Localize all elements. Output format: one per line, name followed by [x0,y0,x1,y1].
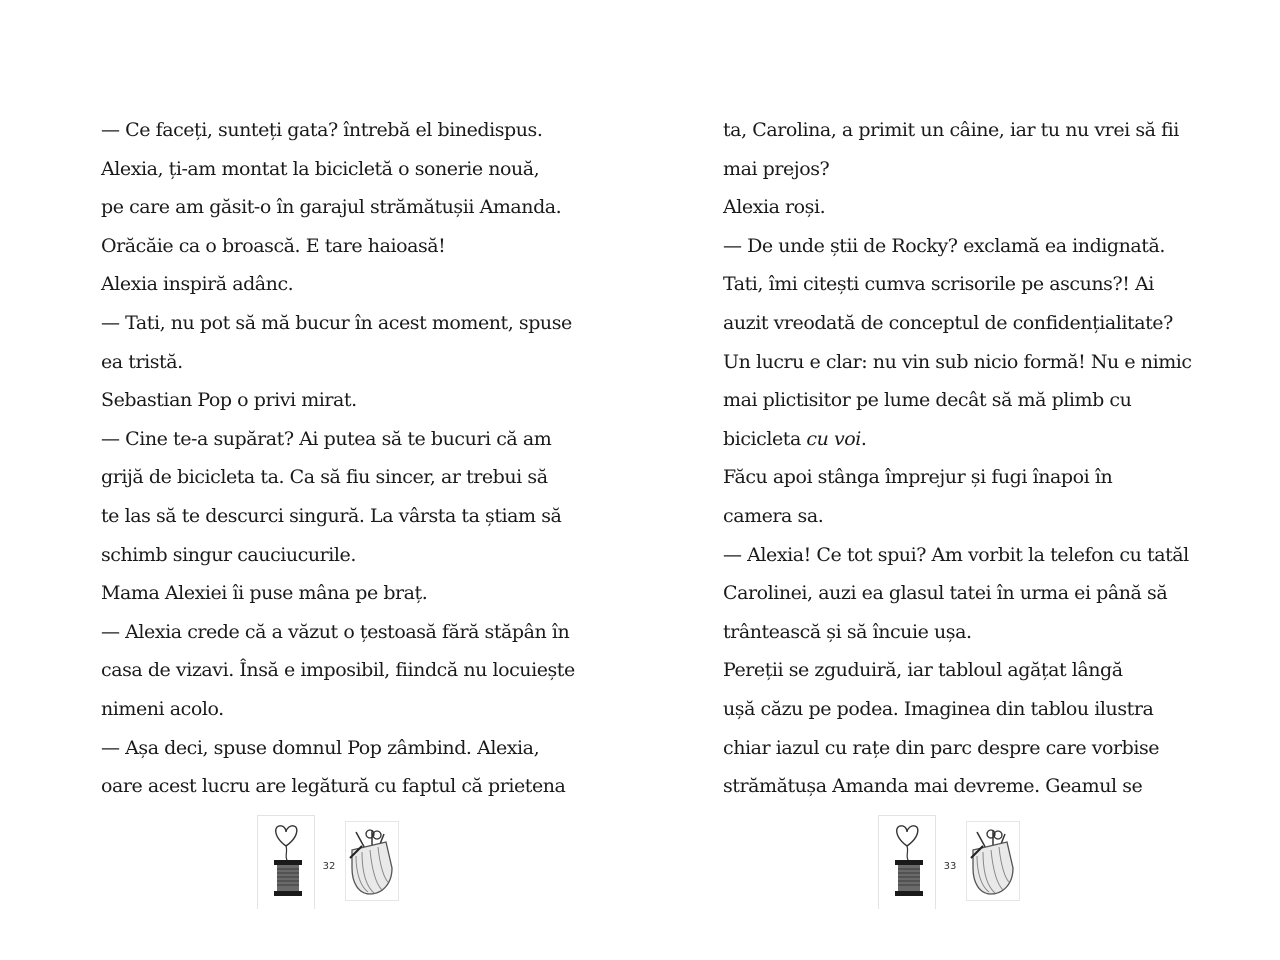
text-line: camera sa. [723,504,824,527]
text-line: mai prejos? [723,157,830,180]
sewing-basket-icon [966,821,1020,901]
text-line: Tati, îmi citești cumva scrisorile pe ascuns?! Ai [723,273,1154,296]
text-line: Mama Alexiei îi puse mâna pe braț. [101,582,428,605]
text-line: Orăcăie ca o broască. E tare haioasă! [101,234,446,257]
text-line: chiar iazul cu rațe din parc despre care vorbise [723,736,1160,759]
text-line: casa de vizavi. Însă e imposibil, fiindcă nu locuiește [101,659,575,682]
page-number: 32 [322,861,336,872]
text-line: — Alexia! Ce tot spui? Am vorbit la telefon cu tatăl [723,543,1189,566]
right-page-text [723,111,1193,806]
page-number: 33 [943,861,957,872]
text-line: mai plictisitor pe lume decât să mă plimb cu [723,389,1132,412]
left-page-text [101,111,581,806]
text-line: — De unde știi de Rocky? exclamă ea indignată. [723,234,1165,257]
text-line: auzit vreodată de conceptul de confidențialitate? [723,311,1173,334]
thread-spool-with-heart-icon [257,815,315,909]
text-line: schimb singur cauciucurile. [101,543,356,566]
text-line: — Alexia crede că a văzut o țestoasă fără stăpân în [101,620,570,643]
sewing-basket-icon [345,821,399,901]
italic-line-suffix: . [860,427,867,450]
text-line: ea tristă. [101,350,183,373]
text-line: ta, Carolina, a primit un câine, iar tu nu vrei să fii [723,119,1179,141]
text-line: oare acest lucru are legătură cu faptul că prietena [101,775,566,798]
text-line: grijă de bicicleta ta. Ca să fiu sincer, ar trebui să [101,466,548,489]
text-line: strămătușa Amanda mai devreme. Geamul se [723,775,1143,798]
text-line: Carolinei, auzi ea glasul tatei în urma ei până să [723,582,1168,605]
text-line: Alexia roși. [723,196,826,219]
text-line: pe care am găsit-o în garajul strămătușii Amanda. [101,196,562,219]
text-line: trântească și să încuie ușa. [723,620,972,643]
text-line: — Tati, nu pot să mă bucur în acest moment, spuse [101,311,572,334]
italic-line-prefix: bicicleta [723,427,807,450]
text-line: — Cine te-a supărat? Ai putea să te bucuri că am [101,427,552,450]
text-line: Făcu apoi stânga împrejur și fugi înapoi în [723,466,1113,489]
text-line: Sebastian Pop o privi mirat. [101,389,357,412]
text-line: Alexia inspiră adânc. [101,273,294,296]
thread-spool-with-heart-icon [878,815,936,909]
text-line: nimeni acolo. [101,697,224,720]
text-line: — Așa deci, spuse domnul Pop zâmbind. Alexia, [101,736,540,759]
text-line: te las să te descurci singură. La vârsta ta știam să [101,504,562,527]
text-line: Pereții se zguduiră, iar tabloul agățat lângă [723,659,1123,682]
text-line: Un lucru e clar: nu vin sub nicio formă! Nu e nimic [723,350,1192,373]
text-line-with-italic [723,420,1193,459]
text-line: — Ce faceți, sunteți gata? întrebă el binedispus. [101,119,543,141]
text-line: ușă căzu pe podea. Imaginea din tablou ilustra [723,697,1154,720]
italic-phrase: cu voi [806,427,861,450]
text-line: Alexia, ți-am montat la bicicletă o sonerie nouă, [101,157,540,180]
